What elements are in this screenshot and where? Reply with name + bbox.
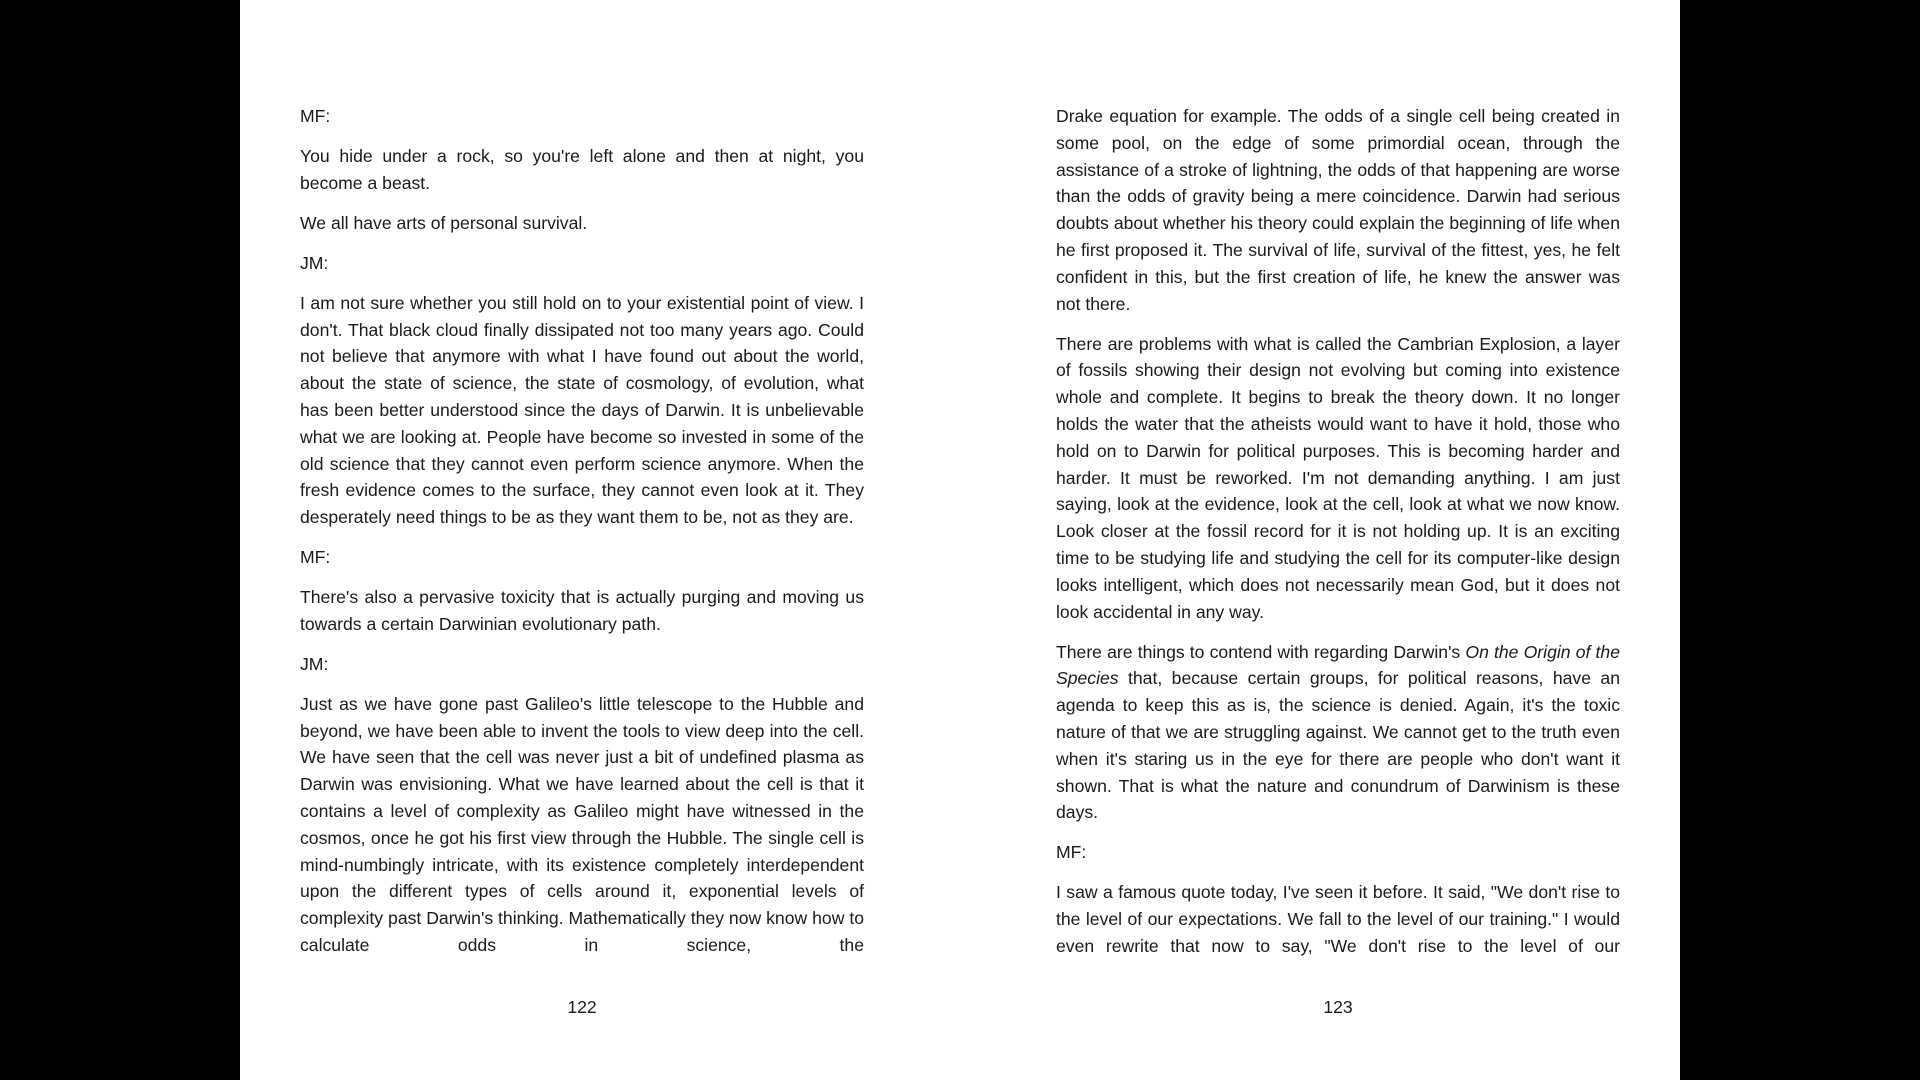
paragraph [1056,639,1620,827]
right-page-text [1056,103,1620,973]
paragraph: We all have arts of personal survival. [300,212,588,233]
page-spread [240,0,1680,1080]
speaker-label: JM: [300,653,329,674]
paragraph: Just as we have gone past Galileo's little telescope to the Hubble and beyond, we have been able to invent the tools to view deep into the cell. We have seen that the cell was never just a bit of undefined plasma as Darwin was envisioning. What we have learned about the cell is that it contains a level of complexity as Galileo might have witnessed in the cosmos, once he got his first view through the Hubble. The single cell is mind-numbingly intricate, with its existence completely interdependent upon the different types of cells around it, exponential levels of complexity past Darwin's thinking. Mathematically they now know how to calculate odds in science, the [300,693,864,956]
paragraph-text: There are things to contend with regarding Darwin's [1056,641,1466,662]
paragraph: I saw a famous quote today, I've seen it before. It said, "We don't rise to the level of our expectations. We fall to the level of our training." I would even rewrite that now to say, "We don't rise to the level of our [1056,882,1620,956]
speaker-label: JM: [300,252,329,273]
paragraph: There's also a pervasive toxicity that is actually purging and moving us towards a certain Darwinian evolutionary path. [300,587,864,634]
speaker-label: MF: [300,547,331,568]
left-page-text [300,103,864,972]
page-number: 123 [1323,997,1353,1017]
paragraph: There are problems with what is called the Cambrian Explosion, a layer of fossils showing their design not evolving but coming into existence whole and complete. It begins to break the theory down. It no longer holds the water that the atheists would want to have it hold, those who hold on to Darwin for political purposes. This is becoming harder and harder. It must be reworked. I'm not demanding anything. I am just saying, look at the evidence, look at the cell, look at what we now know. Look closer at the fossil record for it is not holding up. It is an exciting time to be studying life and studying the cell for its computer-like design looks intelligent, which does not necessarily mean God, but it does not look accidental in any way. [1056,333,1620,622]
speaker-label: MF: [300,106,331,126]
page-number: 122 [567,997,597,1017]
speaker-label: MF: [1056,842,1087,863]
book-title: On the Origin of the Species [1056,641,1620,689]
paragraph: I am not sure whether you still hold on to your existential point of view. I don't. That black cloud finally dissipated not too many years ago. Could not believe that anymore with what I have found out about the world, about the state of science, the state of cosmology, of evolution, what has been better understood since the days of Darwin. It is unbelievable what we are looking at. People have become so invested in some of the old science that they cannot even perform science anymore. When the fresh evidence comes to the surface, they cannot even look at it. They desperately need things to be as they want them to be, not as they are. [300,292,864,528]
paragraph-text: that, because certain groups, for political reasons, have an agenda to keep this as is, the science is denied. Again, it's the toxic nature of that we are struggling against. We cannot get to the truth even when it's staring us in the eye for there are people who don't want it shown. That is what the nature and conundrum of Darwinism is these days. [1056,668,1620,823]
paragraph: You hide under a rock, so you're left alone and then at night, you become a beast. [300,145,864,193]
paragraph: Drake equation for example. The odds of a single cell being created in some pool, on the edge of some primordial ocean, through the assistance of a stroke of lightning, the odds of that happening are worse than the odds of gravity being a mere coincidence. Darwin had serious doubts about whether his theory could explain the beginning of life when he first proposed it. The survival of life, survival of the fittest, yes, he felt confident in this, but the first creation of life, he knew the answer was not there. [1056,106,1620,314]
